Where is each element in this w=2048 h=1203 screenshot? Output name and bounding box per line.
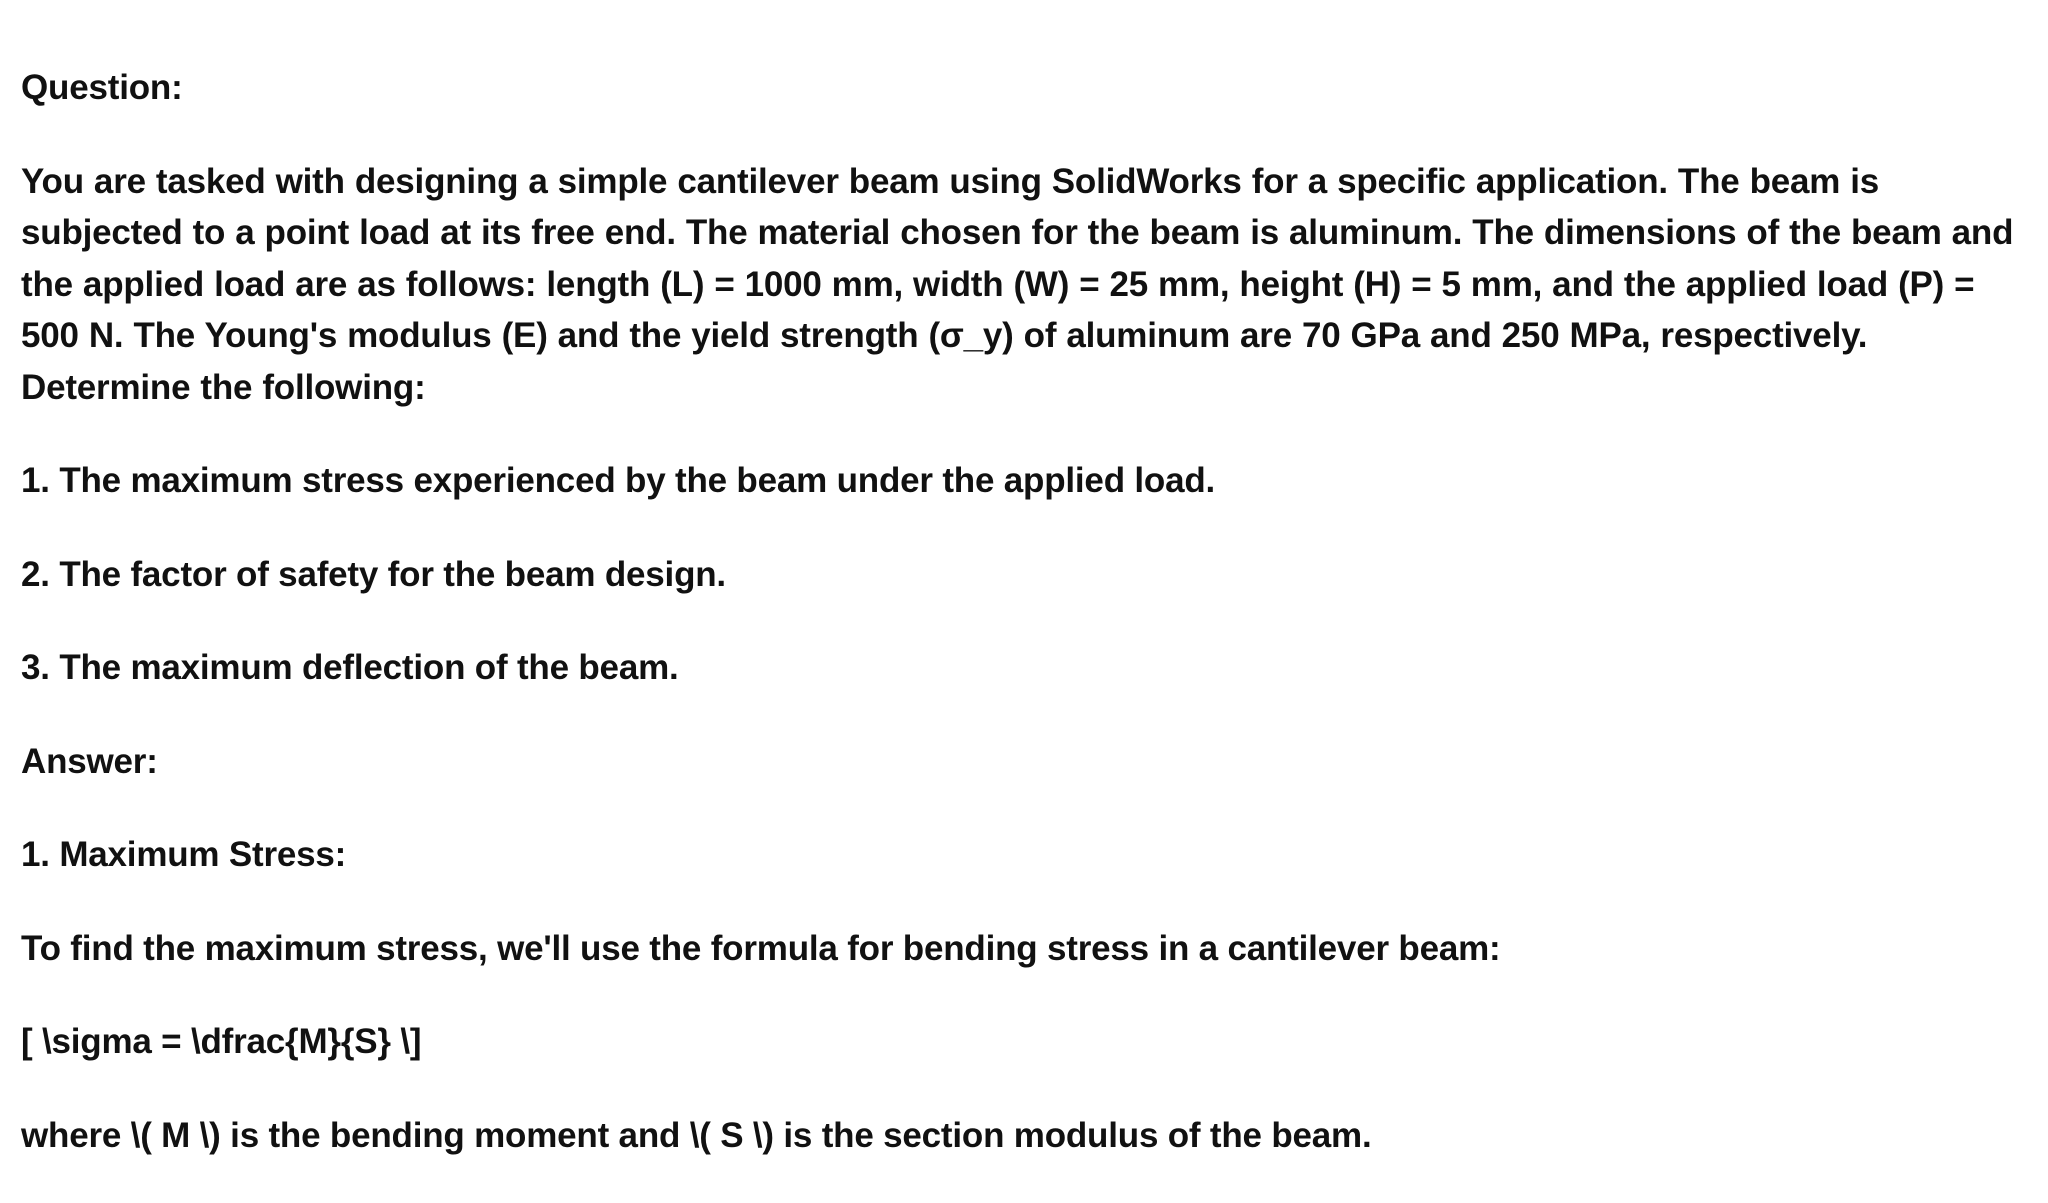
stress-formula: [ \sigma = \dfrac{M}{S} \] (21, 1022, 422, 1061)
answer-section-heading: 1. Maximum Stress: (21, 835, 347, 874)
question-body: You are tasked with designing a simple cantilever beam using SolidWorks for a specific application. The beam is subjected to a point load at its free end. The material chosen for the beam is aluminum. The dimensions of the beam and the applied load are as follows: length (L) = 1000 mm, width (W) = 25 mm, height (H) = 5 mm, and the applied load (P) = 500 N. The Young's modulus (E) and the yield strength (σ_y) of aluminum are 70 GPa and 250 MPa, respectively. Determine the following: (21, 161, 2014, 407)
question-item-1: 1. The maximum stress experienced by the beam under the applied load. (21, 461, 1216, 500)
document-body (21, 62, 2027, 1203)
question-heading: Question: (21, 68, 183, 107)
question-item-2: 2. The factor of safety for the beam design. (21, 554, 726, 594)
answer-heading: Answer: (21, 741, 158, 781)
formula-explanation: where \( M \) is the bending moment and \( S \) is the section modulus of the beam. (21, 1115, 1372, 1155)
question-item-3: 3. The maximum deflection of the beam. (21, 648, 679, 687)
answer-intro: To find the maximum stress, we'll use the formula for bending stress in a cantilever beam: (21, 928, 1501, 968)
